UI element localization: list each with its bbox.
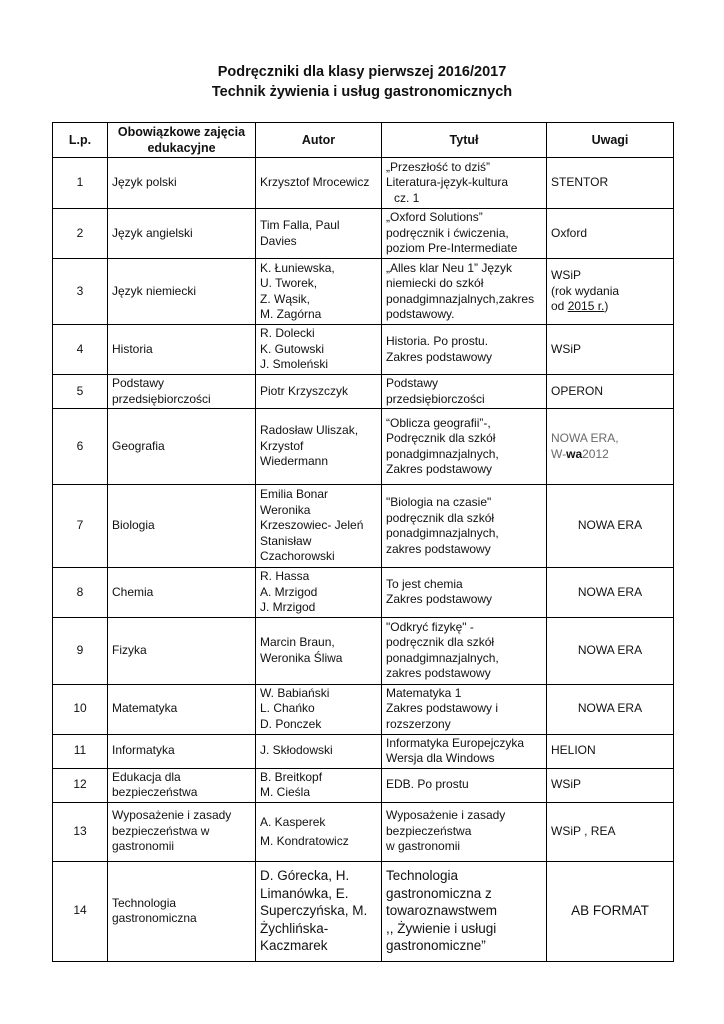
row-title: Matematyka 1 Zakres podstawowy i rozszerzony	[382, 684, 547, 734]
row-notes: Oxford	[547, 209, 674, 259]
table-row	[53, 409, 674, 485]
row-lp: 9	[53, 617, 108, 684]
table-row	[53, 485, 674, 568]
table-row	[53, 158, 674, 209]
row-lp: 4	[53, 325, 108, 375]
table-row	[53, 768, 674, 802]
row-subject: Edukacja dla bezpieczeństwa	[108, 768, 256, 802]
row-subject: Technologia gastronomiczna	[108, 861, 256, 961]
table-row	[53, 861, 674, 961]
row-notes: NOWA ERA	[547, 684, 674, 734]
row-author: Tim Falla, Paul Davies	[256, 209, 382, 259]
row-title: “Oblicza geografii”-, Podręcznik dla szkół ponadgimnazjalnych, Zakres podstawowy	[382, 409, 547, 485]
row-lp: 8	[53, 568, 108, 618]
textbook-table	[52, 122, 674, 962]
row-title: To jest chemia Zakres podstawowy	[382, 568, 547, 618]
header-notes: Uwagi	[547, 123, 674, 158]
row-author: Radosław Uliszak, Krzystof Wiedermann	[256, 409, 382, 485]
row-subject: Matematyka	[108, 684, 256, 734]
table-row	[53, 684, 674, 734]
row-title: „Przeszłość to dziś” Literatura-język-kultura cz. 1	[382, 158, 547, 209]
table-row	[53, 209, 674, 259]
table-row	[53, 734, 674, 768]
row-lp: 6	[53, 409, 108, 485]
row-subject: Język polski	[108, 158, 256, 209]
row-notes: OPERON	[547, 375, 674, 409]
row-title: Technologia gastronomiczna z towaroznawstwem ,, Żywienie i usługi gastronomiczne”	[382, 861, 547, 961]
row-author: R. Hassa A. Mrzigod J. Mrzigod	[256, 568, 382, 618]
row-subject: Język niemiecki	[108, 259, 256, 325]
row-notes: HELION	[547, 734, 674, 768]
table-row	[53, 375, 674, 409]
row-author: W. Babiański L. Chańko D. Ponczek	[256, 684, 382, 734]
row-lp: 13	[53, 802, 108, 861]
row-lp: 5	[53, 375, 108, 409]
header-lp: L.p.	[53, 123, 108, 158]
row-notes: WSiP , REA	[547, 802, 674, 861]
row-title: „Alles klar Neu 1” Język niemiecki do szkół ponadgimnazjalnych,zakres podstawowy.	[382, 259, 547, 325]
row-subject: Informatyka	[108, 734, 256, 768]
row-subject: Fizyka	[108, 617, 256, 684]
row-notes: WSiP	[547, 768, 674, 802]
row-subject: Geografia	[108, 409, 256, 485]
row-subject: Podstawy przedsiębiorczości	[108, 375, 256, 409]
row-lp: 12	[53, 768, 108, 802]
row-notes: WSiP	[547, 325, 674, 375]
row-author: A. Kasperek M. Kondratowicz	[256, 802, 382, 861]
document-subtitle: Technik żywienia i usług gastronomicznych	[211, 84, 513, 100]
row-subject: Biologia	[108, 485, 256, 568]
row-subject: Wyposażenie i zasady bezpieczeństwa w gastronomii	[108, 802, 256, 861]
row-author: B. Breitkopf M. Cieśla	[256, 768, 382, 802]
table-row	[53, 568, 674, 618]
row-lp: 3	[53, 259, 108, 325]
row-lp: 1	[53, 158, 108, 209]
row-title: „Oxford Solutions” podręcznik i ćwiczenia, poziom Pre-Intermediate	[382, 209, 547, 259]
row-lp: 11	[53, 734, 108, 768]
row-lp: 7	[53, 485, 108, 568]
row-author: Piotr Krzyszczyk	[256, 375, 382, 409]
table-row	[53, 325, 674, 375]
row-title: Wyposażenie i zasady bezpieczeństwa w gastronomii	[382, 802, 547, 861]
row-lp: 14	[53, 861, 108, 961]
row-author: Emilia Bonar Weronika Krzeszowiec- Jeleń Stanisław Czachorowski	[256, 485, 382, 568]
row-subject: Chemia	[108, 568, 256, 618]
row-title: Podstawy przedsiębiorczości	[382, 375, 547, 409]
row-notes: NOWA ERA	[547, 568, 674, 618]
table-row	[53, 617, 674, 684]
row-author: K. Łuniewska, U. Tworek, Z. Wąsik, M. Zagórna	[256, 259, 382, 325]
row-notes: NOWA ERA, W-wa2012	[547, 409, 674, 485]
header-title: Tytuł	[382, 123, 547, 158]
row-title: "Biologia na czasie" podręcznik dla szkół ponadgimnazjalnych, zakres podstawowy	[382, 485, 547, 568]
header-subject: Obowiązkowe zajęcia edukacyjne	[108, 123, 256, 158]
table-row	[53, 259, 674, 325]
row-notes: NOWA ERA	[547, 617, 674, 684]
document-title: Podręczniki dla klasy pierwszej 2016/2017	[217, 64, 507, 80]
row-author: J. Skłodowski	[256, 734, 382, 768]
table-header-row	[53, 123, 674, 158]
row-title: EDB. Po prostu	[382, 768, 547, 802]
row-title: Informatyka Europejczyka Wersja dla Windows	[382, 734, 547, 768]
row-subject: Język angielski	[108, 209, 256, 259]
row-notes: WSiP (rok wydania od 2015 r.)	[547, 259, 674, 325]
row-notes: AB FORMAT	[547, 861, 674, 961]
row-subject: Historia	[108, 325, 256, 375]
row-lp: 2	[53, 209, 108, 259]
row-title: "Odkryć fizykę" - podręcznik dla szkół ponadgimnazjalnych, zakres podstawowy	[382, 617, 547, 684]
row-lp: 10	[53, 684, 108, 734]
row-notes: NOWA ERA	[547, 485, 674, 568]
row-author: Krzysztof Mrocewicz	[256, 158, 382, 209]
header-author: Autor	[256, 123, 382, 158]
table-row	[53, 802, 674, 861]
row-notes: STENTOR	[547, 158, 674, 209]
row-author: R. Dolecki K. Gutowski J. Smoleński	[256, 325, 382, 375]
row-title: Historia. Po prostu. Zakres podstawowy	[382, 325, 547, 375]
row-author: D. Górecka, H. Limanówka, E. Superczyńska, M. Żychlińska- Kaczmarek	[256, 861, 382, 961]
row-author: Marcin Braun, Weronika Śliwa	[256, 617, 382, 684]
